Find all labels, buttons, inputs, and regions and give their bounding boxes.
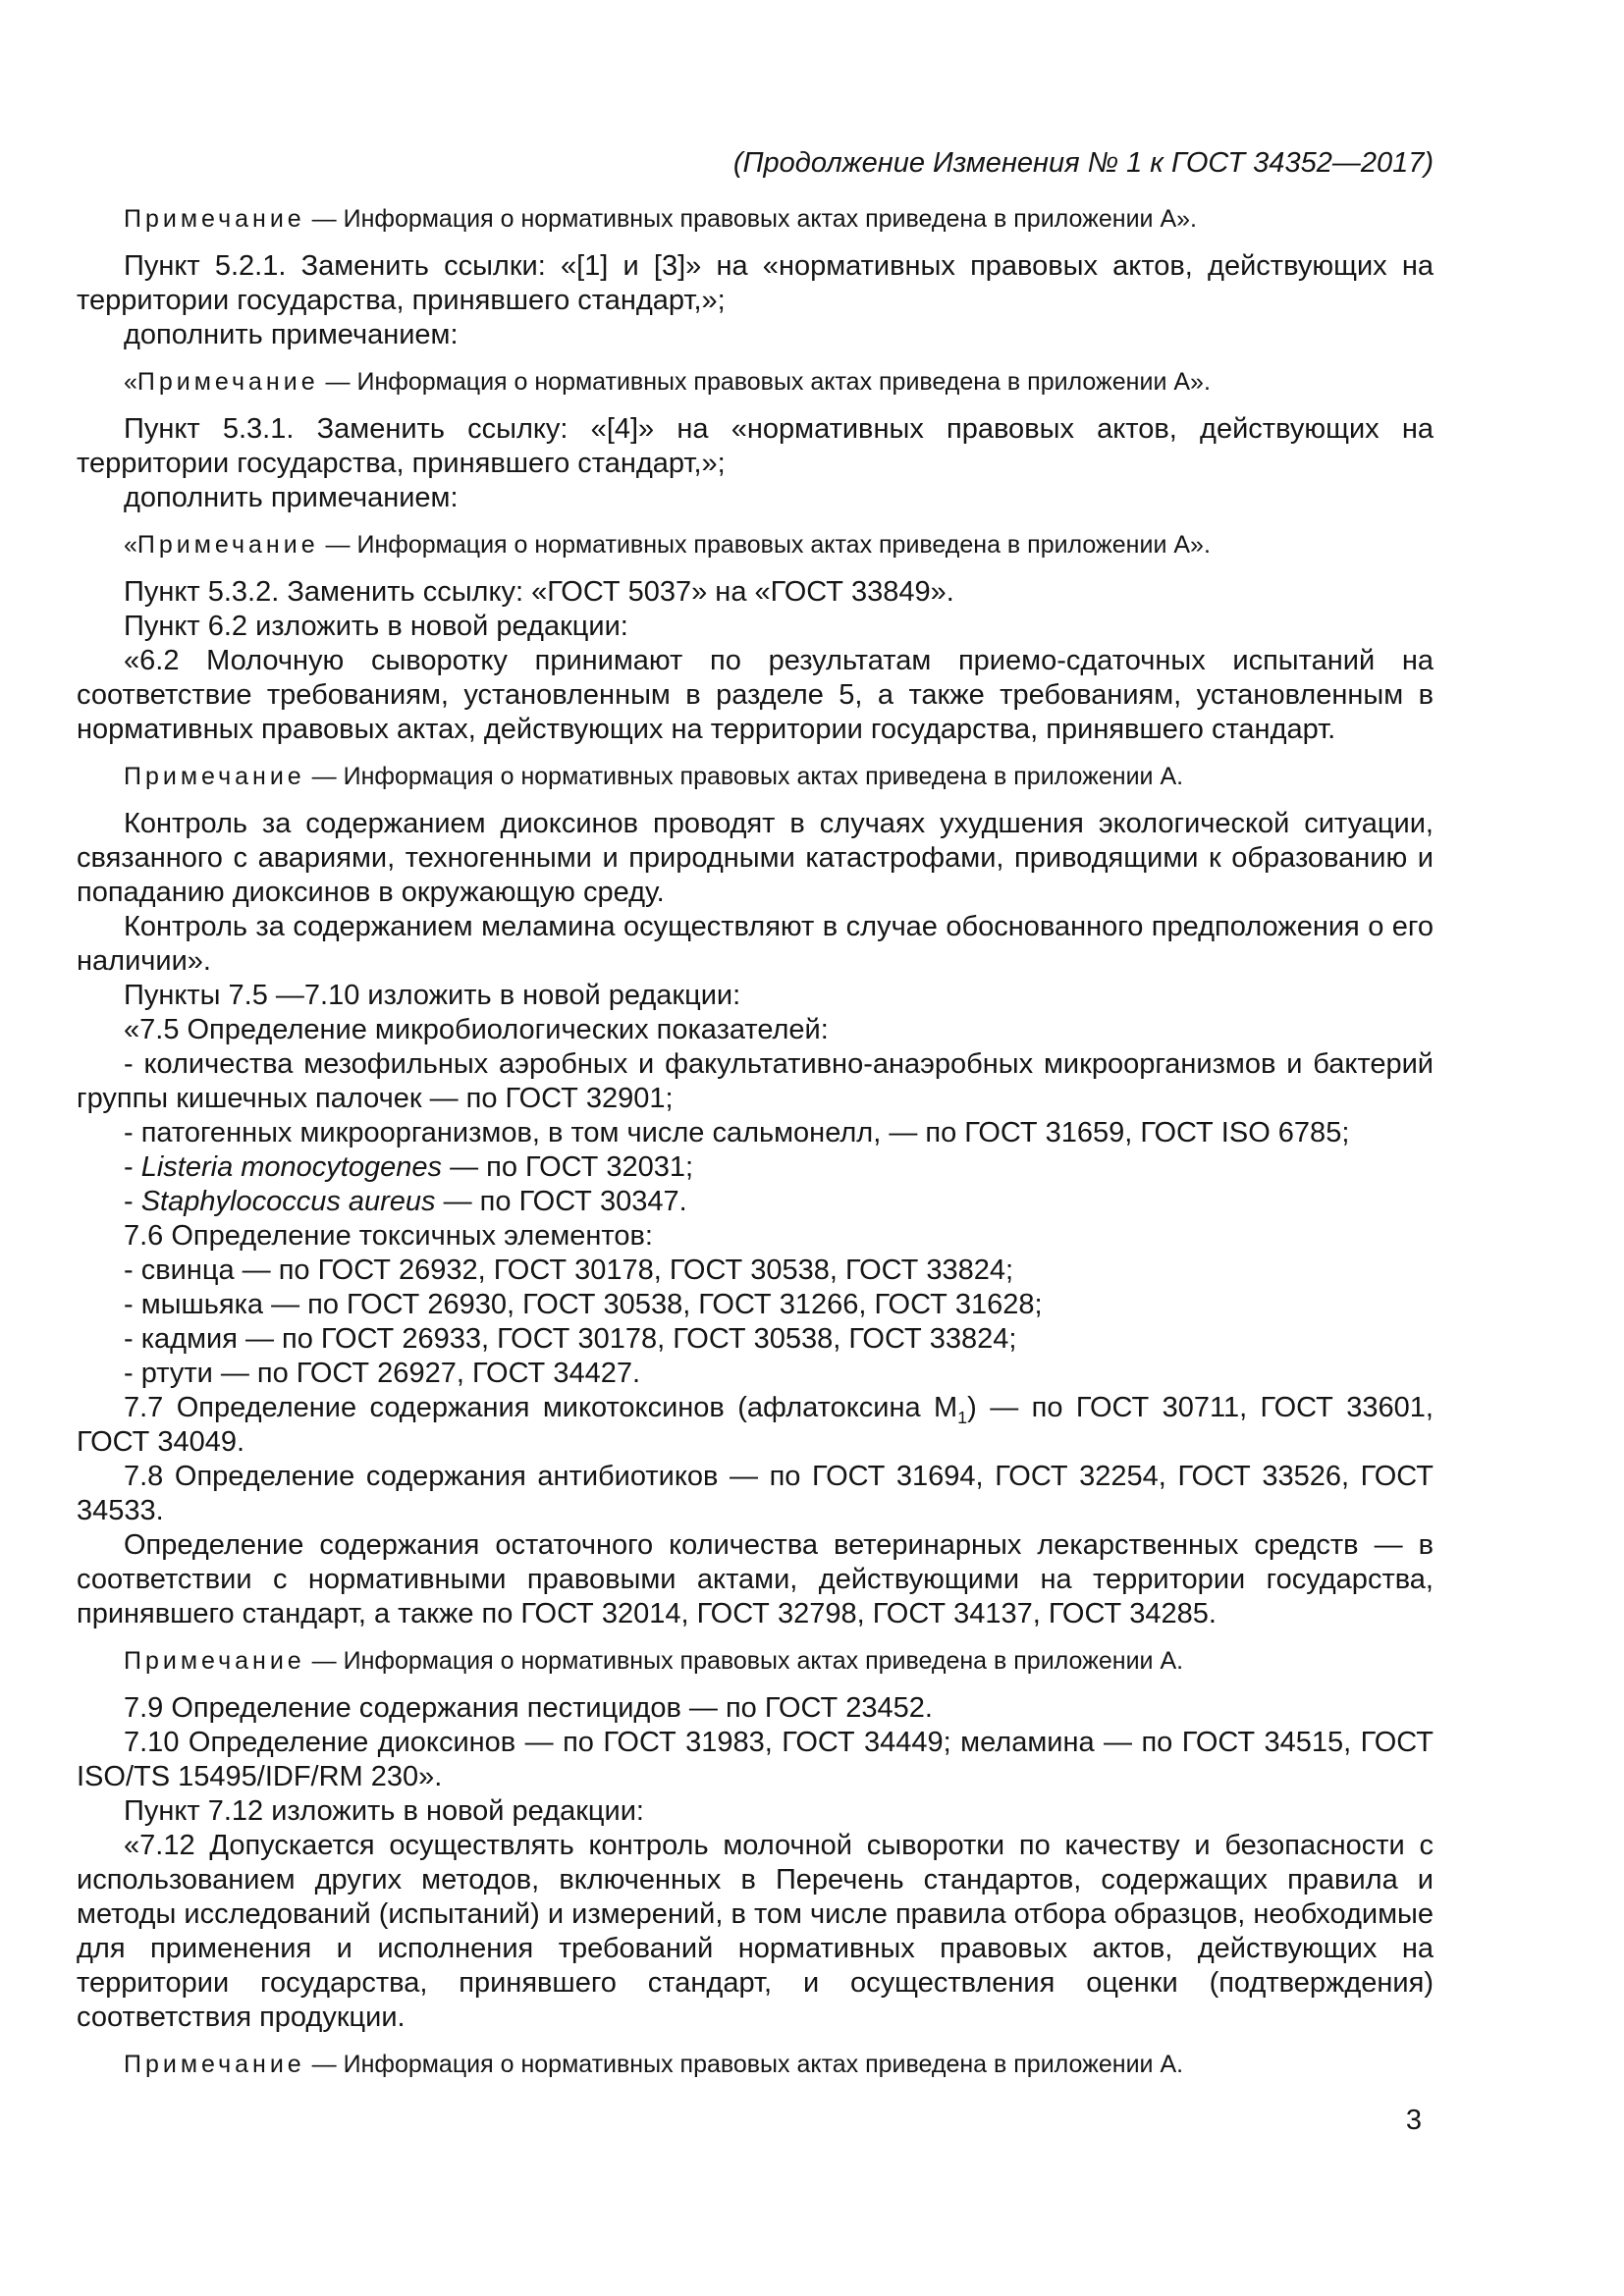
body-paragraph <box>77 910 1434 979</box>
body-paragraph <box>77 1185 1434 1219</box>
text-segment: 7.8 Определение содержания антибиотиков — по ГОСТ 31694, ГОСТ 32254, ГОСТ 33526, ГОСТ 34533. <box>77 1461 1434 1526</box>
text-segment: 7.10 Определение диоксинов — по ГОСТ 31983, ГОСТ 34449; меламина — по ГОСТ 34515, ГОСТ ISO/TS 15495/IDF/RM 230». <box>77 1727 1434 1792</box>
text-segment: - <box>124 1186 141 1217</box>
body-paragraph <box>77 1528 1434 1631</box>
text-segment: 7.9 Определение содержания пестицидов — по ГОСТ 23452. <box>124 1692 933 1724</box>
text-segment: дополнить примечанием: <box>124 482 459 513</box>
body-paragraph <box>77 481 1434 515</box>
text-segment: - количества мезофильных аэробных и факультативно-анаэробных микроорганизмов и бактерий группы кишечных палочек — по ГОСТ 32901; <box>77 1048 1434 1114</box>
text-segment-spaced: Примечание <box>124 1647 305 1675</box>
text-segment: Пункт 7.12 изложить в новой редакции: <box>124 1795 644 1827</box>
text-segment-spaced: Примечание <box>136 368 319 396</box>
body-paragraph <box>77 249 1434 318</box>
text-segment: 7.7 Определение содержания микотоксинов (афлатоксина М <box>124 1392 958 1423</box>
text-segment-spaced: Примечание <box>136 531 319 559</box>
text-segment: Пункт 5.2.1. Заменить ссылки: «[1] и [3]» на «нормативных правовых актов, действующих на территории государства, принявшего стандарт,»; <box>77 250 1434 316</box>
text-segment: Пункт 5.3.2. Заменить ссылку: «ГОСТ 5037» на «ГОСТ 33849». <box>124 576 954 608</box>
body-paragraph <box>77 1047 1434 1116</box>
text-segment: Определение содержания остаточного количества ветеринарных лекарственных средств — в соответствии с нормативными правовыми актами, действующими на территории государства, принявшего стандарт, а также по ГОСТ 32014, ГОСТ 32798, ГОСТ 34137, ГОСТ 34285. <box>77 1529 1434 1629</box>
text-segment: «6.2 Молочную сыворотку принимают по результатам приемо-сдаточных испытаний на соответствие требованиям, установленным в разделе 5, а также требованиям, установленным в нормативных правовых актах, действующих на территории государства, принявшего стандарт. <box>77 645 1434 745</box>
note-paragraph <box>77 530 1434 561</box>
body-paragraph <box>77 1219 1434 1254</box>
body-paragraph <box>77 807 1434 910</box>
body-paragraph <box>77 1460 1434 1528</box>
body-paragraph <box>77 1116 1434 1150</box>
text-segment: «7.5 Определение микробиологических показателей: <box>124 1014 829 1045</box>
body-paragraph <box>77 1691 1434 1726</box>
text-segment: «7.12 Допускается осуществлять контроль молочной сыворотки по качеству и безопасности с использованием других методов, включенных в Перечень стандартов, содержащих правила и методы исследований (испытаний) и измерений, в том числе правила отбора образцов, необходимые для применения и исполнения требований нормативных правовых актов, действующих на территории государства, принявшего стандарт, и осуществления оценки (подтверждения) соответствия продукции. <box>77 1830 1434 2033</box>
text-segment: Пункты 7.5 —7.10 изложить в новой редакции: <box>124 980 741 1011</box>
text-segment: Пункт 5.3.1. Заменить ссылку: «[4]» на «нормативных правовых актов, действующих на территории государства, принявшего стандарт,»; <box>77 413 1434 479</box>
text-segment: Контроль за содержанием меламина осуществляют в случае обоснованного предположения о его наличии». <box>77 911 1434 977</box>
text-segment: - патогенных микроорганизмов, в том числе сальмонелл, — по ГОСТ 31659, ГОСТ ISO 6785; <box>124 1117 1350 1148</box>
text-segment: — Информация о нормативных правовых актах приведена в приложении А». <box>318 368 1211 396</box>
text-segment: 7.6 Определение токсичных элементов: <box>124 1220 653 1252</box>
body-paragraph <box>77 1013 1434 1047</box>
page-number: 3 <box>1405 2105 1422 2136</box>
body-paragraph <box>77 1254 1434 1288</box>
text-segment: ) — по ГОСТ 30711, ГОСТ 33601, ГОСТ 34049. <box>77 1392 1434 1458</box>
body-paragraph <box>77 979 1434 1013</box>
text-segment: « <box>124 531 137 559</box>
body-paragraph <box>77 1357 1434 1391</box>
text-segment-italic: Staphylococcus aureus <box>140 1186 436 1217</box>
note-paragraph <box>77 204 1434 235</box>
text-segment: — Информация о нормативных правовых актах приведена в приложении А». <box>304 205 1197 233</box>
body-paragraph <box>77 318 1434 352</box>
body-paragraph <box>77 1829 1434 2035</box>
text-segment-sub: 1 <box>957 1407 968 1427</box>
text-segment: - мышьяка — по ГОСТ 26930, ГОСТ 30538, ГОСТ 31266, ГОСТ 31628; <box>124 1289 1043 1320</box>
body-paragraph <box>77 1150 1434 1185</box>
text-segment: - ртути — по ГОСТ 26927, ГОСТ 34427. <box>124 1358 641 1389</box>
body-paragraph <box>77 610 1434 644</box>
text-segment: - кадмия — по ГОСТ 26933, ГОСТ 30178, ГОСТ 30538, ГОСТ 33824; <box>124 1323 1017 1355</box>
body-paragraph <box>77 1322 1434 1357</box>
document-body <box>77 204 1434 2080</box>
text-segment: « <box>124 368 137 396</box>
text-segment: — по ГОСТ 30347. <box>435 1186 687 1217</box>
text-segment-spaced: Примечание <box>124 763 305 790</box>
text-segment: Пункт 6.2 изложить в новой редакции: <box>124 611 628 642</box>
note-paragraph <box>77 2050 1434 2080</box>
body-paragraph <box>77 644 1434 747</box>
text-segment-spaced: Примечание <box>124 2051 305 2078</box>
text-segment: - <box>124 1151 141 1183</box>
text-segment: — по ГОСТ 32031; <box>442 1151 694 1183</box>
running-header: (Продолжение Изменения № 1 к ГОСТ 34352—2017) <box>732 147 1434 179</box>
text-segment: — Информация о нормативных правовых актах приведена в приложении А. <box>304 1647 1184 1675</box>
text-segment: Контроль за содержанием диоксинов проводят в случаях ухудшения экологической ситуации, связанного с авариями, техногенными и природными катастрофами, приводящими к образованию и попаданию диоксинов в окружающую среду. <box>77 808 1434 908</box>
text-segment: — Информация о нормативных правовых актах приведена в приложении А». <box>318 531 1211 559</box>
body-paragraph <box>77 412 1434 481</box>
body-paragraph <box>77 1288 1434 1322</box>
text-segment: - свинца — по ГОСТ 26932, ГОСТ 30178, ГОСТ 30538, ГОСТ 33824; <box>124 1255 1014 1286</box>
note-paragraph <box>77 1646 1434 1677</box>
text-column <box>77 145 1434 2137</box>
body-paragraph <box>77 1726 1434 1794</box>
body-paragraph <box>77 1391 1434 1460</box>
body-paragraph <box>77 575 1434 610</box>
text-segment-spaced: Примечание <box>124 205 305 233</box>
note-paragraph <box>77 367 1434 398</box>
text-segment: дополнить примечанием: <box>124 319 459 350</box>
note-paragraph <box>77 762 1434 792</box>
text-segment: — Информация о нормативных правовых актах приведена в приложении А. <box>304 763 1184 790</box>
text-segment: — Информация о нормативных правовых актах приведена в приложении А. <box>304 2051 1184 2078</box>
text-segment-italic: Listeria monocytogenes <box>140 1151 443 1183</box>
body-paragraph <box>77 1794 1434 1829</box>
